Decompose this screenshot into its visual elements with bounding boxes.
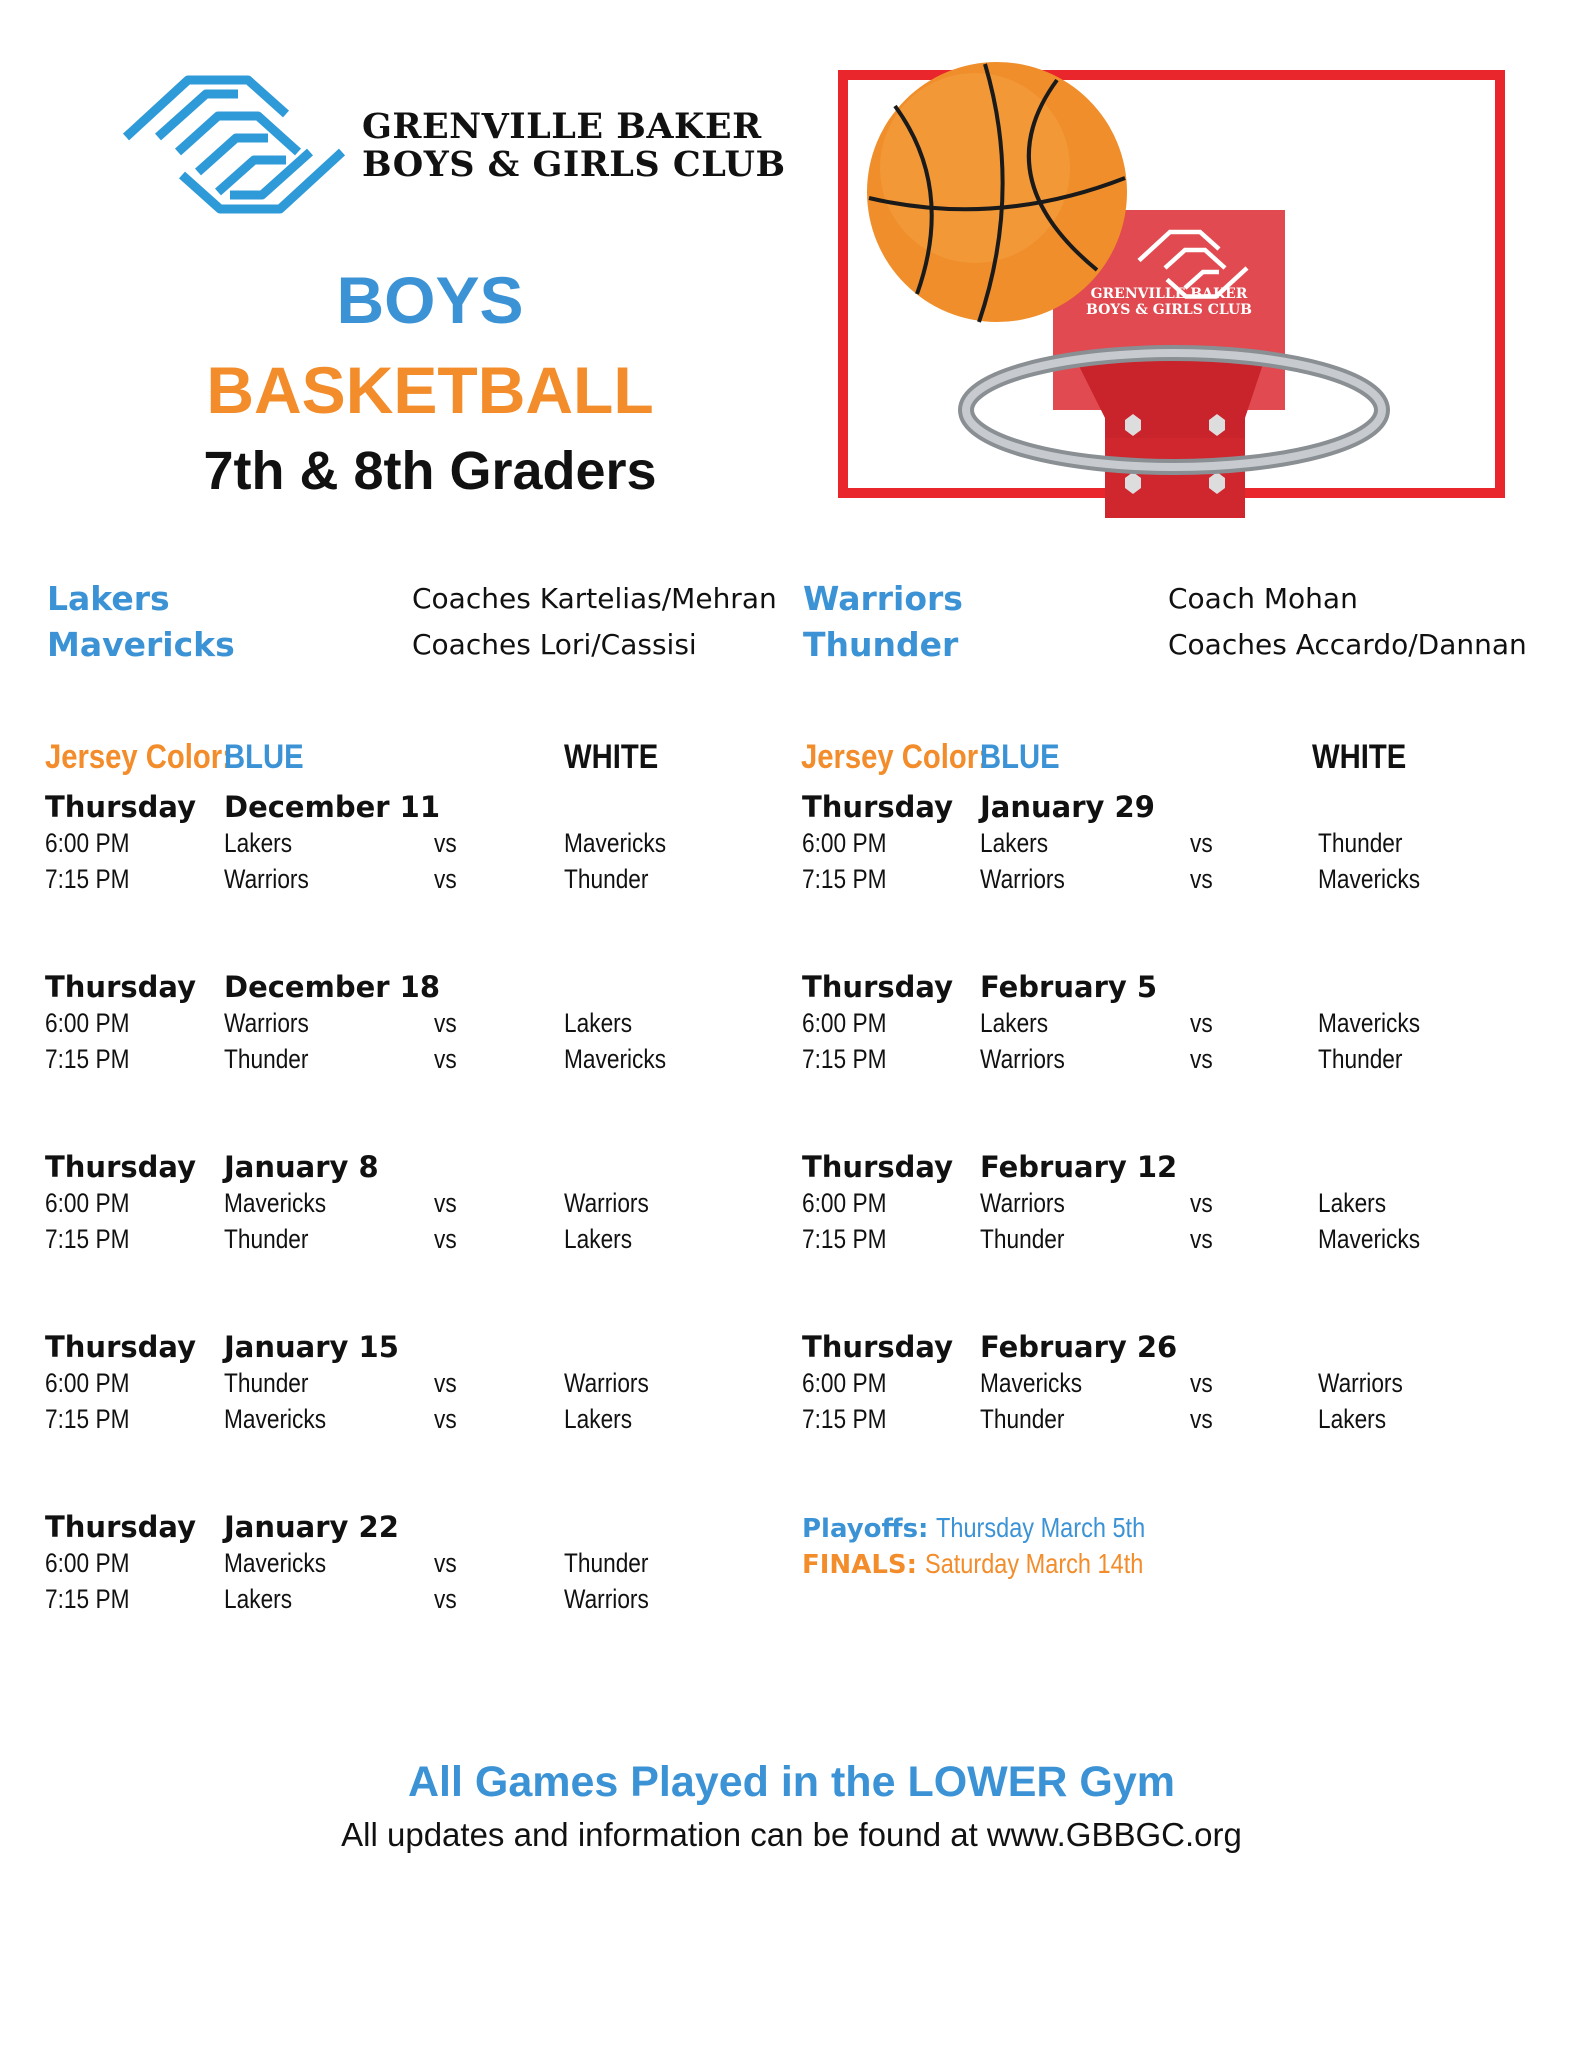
white-team: Warriors [564, 1584, 649, 1614]
versus-label: vs [434, 828, 457, 858]
blue-team: Lakers [980, 828, 1049, 858]
white-team: Warriors [564, 1188, 649, 1218]
coach-thunder: Coaches Accardo/Dannan [1168, 628, 1527, 661]
game-time: 7:15 PM [45, 1224, 130, 1254]
game-day: Thursday [802, 790, 953, 824]
blue-team: Mavericks [980, 1368, 1083, 1398]
versus-label: vs [1190, 864, 1213, 894]
game-day: Thursday [45, 790, 196, 824]
white-team: Lakers [564, 1008, 633, 1038]
game-time: 6:00 PM [802, 1188, 887, 1218]
team-lakers: Lakers [47, 579, 170, 618]
game-time: 7:15 PM [802, 864, 887, 894]
game-day: Thursday [45, 970, 196, 1004]
game-time: 6:00 PM [802, 1368, 887, 1398]
white-team: Thunder [1318, 828, 1403, 858]
versus-label: vs [434, 864, 457, 894]
game-time: 7:15 PM [45, 1404, 130, 1434]
blue-team: Lakers [224, 828, 293, 858]
versus-label: vs [434, 1584, 457, 1614]
white-team: Mavericks [564, 828, 667, 858]
blue-team: Mavericks [224, 1404, 327, 1434]
game-date: January 22 [224, 1510, 399, 1544]
white-team: Lakers [564, 1404, 633, 1434]
playoffs-label: Playoffs: [802, 1514, 929, 1544]
blue-team: Thunder [224, 1224, 309, 1254]
versus-label: vs [1190, 1368, 1213, 1398]
versus-label: vs [1190, 828, 1213, 858]
white-team: Lakers [1318, 1188, 1387, 1218]
coach-mavericks: Coaches Lori/Cassisi [412, 628, 697, 661]
game-date: January 15 [224, 1330, 399, 1364]
game-time: 6:00 PM [45, 1008, 130, 1038]
board-text-2: BOYS & GIRLS CLUB [1085, 302, 1253, 318]
versus-label: vs [1190, 1008, 1213, 1038]
playoffs-date: Thursday March 5th [936, 1512, 1146, 1543]
title-boys: BOYS [336, 263, 524, 337]
blue-team: Lakers [980, 1008, 1049, 1038]
white-team: Lakers [564, 1224, 633, 1254]
white-team: Warriors [1318, 1368, 1403, 1398]
basketball-hoop-graphic [835, 58, 1515, 528]
game-date: February 12 [980, 1150, 1178, 1184]
white-team: Mavericks [564, 1044, 667, 1074]
team-mavericks: Mavericks [47, 625, 235, 664]
game-time: 6:00 PM [45, 1188, 130, 1218]
club-logo-icon [118, 72, 350, 217]
footer-info: All updates and information can be found at www.GBBGC.org [341, 1816, 1242, 1853]
coach-warriors: Coach Mohan [1168, 582, 1358, 615]
game-time: 7:15 PM [45, 864, 130, 894]
white-team: Mavericks [1318, 1008, 1421, 1038]
white-team: Thunder [564, 1548, 649, 1578]
game-date: February 26 [980, 1330, 1178, 1364]
coach-lakers: Coaches Kartelias/Mehran [412, 582, 777, 615]
game-time: 7:15 PM [45, 1044, 130, 1074]
game-time: 6:00 PM [45, 828, 130, 858]
blue-team: Thunder [980, 1224, 1065, 1254]
game-date: December 18 [224, 970, 440, 1004]
game-time: 7:15 PM [45, 1584, 130, 1614]
game-day: Thursday [802, 970, 953, 1004]
club-name-line2: BOYS & GIRLS CLUB [362, 144, 786, 185]
versus-label: vs [434, 1224, 457, 1254]
versus-label: vs [1190, 1044, 1213, 1074]
jersey-blue-left: BLUE [224, 738, 304, 776]
white-team: Thunder [564, 864, 649, 894]
game-time: 6:00 PM [802, 828, 887, 858]
game-time: 7:15 PM [802, 1404, 887, 1434]
jersey-label-left: Jersey Color: [45, 738, 232, 776]
versus-label: vs [434, 1548, 457, 1578]
versus-label: vs [434, 1044, 457, 1074]
game-date: December 11 [224, 790, 440, 824]
game-day: Thursday [45, 1510, 196, 1544]
game-time: 7:15 PM [802, 1044, 887, 1074]
title-basketball: BASKETBALL [206, 353, 654, 427]
team-thunder: Thunder [803, 625, 959, 664]
jersey-blue-right: BLUE [980, 738, 1060, 776]
versus-label: vs [434, 1368, 457, 1398]
blue-team: Thunder [224, 1044, 309, 1074]
playoffs-line [802, 1512, 1185, 1544]
jersey-white-right: WHITE [1312, 738, 1407, 776]
blue-team: Thunder [224, 1368, 309, 1398]
game-day: Thursday [45, 1330, 196, 1364]
blue-team: Warriors [980, 864, 1065, 894]
blue-team: Warriors [224, 864, 309, 894]
blue-team: Mavericks [224, 1548, 327, 1578]
game-day: Thursday [802, 1330, 953, 1364]
blue-team: Lakers [224, 1584, 293, 1614]
game-time: 6:00 PM [802, 1008, 887, 1038]
jersey-label-right: Jersey Color: [801, 738, 988, 776]
game-time: 7:15 PM [802, 1224, 887, 1254]
blue-team: Thunder [980, 1404, 1065, 1434]
white-team: Lakers [1318, 1404, 1387, 1434]
game-date: February 5 [980, 970, 1158, 1004]
versus-label: vs [434, 1404, 457, 1434]
board-text-1: GRENVILLE BAKER [1090, 286, 1248, 302]
team-warriors: Warriors [803, 579, 963, 618]
game-day: Thursday [45, 1150, 196, 1184]
game-date: January 8 [224, 1150, 379, 1184]
game-day: Thursday [802, 1150, 953, 1184]
game-time: 6:00 PM [45, 1368, 130, 1398]
finals-date: Saturday March 14th [924, 1548, 1144, 1579]
blue-team: Mavericks [224, 1188, 327, 1218]
blue-team: Warriors [980, 1044, 1065, 1074]
finals-line [802, 1548, 1185, 1580]
blue-team: Warriors [224, 1008, 309, 1038]
blue-team: Warriors [980, 1188, 1065, 1218]
versus-label: vs [434, 1188, 457, 1218]
versus-label: vs [1190, 1188, 1213, 1218]
white-team: Thunder [1318, 1044, 1403, 1074]
versus-label: vs [1190, 1404, 1213, 1434]
white-team: Mavericks [1318, 1224, 1421, 1254]
white-team: Mavericks [1318, 864, 1421, 894]
club-name-line1: GRENVILLE BAKER [362, 106, 762, 147]
footer-headline: All Games Played in the LOWER Gym [407, 1758, 1176, 1806]
versus-label: vs [434, 1008, 457, 1038]
game-date: January 29 [980, 790, 1155, 824]
white-team: Warriors [564, 1368, 649, 1398]
finals-label: FINALS: [802, 1550, 918, 1580]
game-time: 6:00 PM [45, 1548, 130, 1578]
title-grades: 7th & 8th Graders [203, 441, 657, 501]
versus-label: vs [1190, 1224, 1213, 1254]
jersey-white-left: WHITE [564, 738, 659, 776]
